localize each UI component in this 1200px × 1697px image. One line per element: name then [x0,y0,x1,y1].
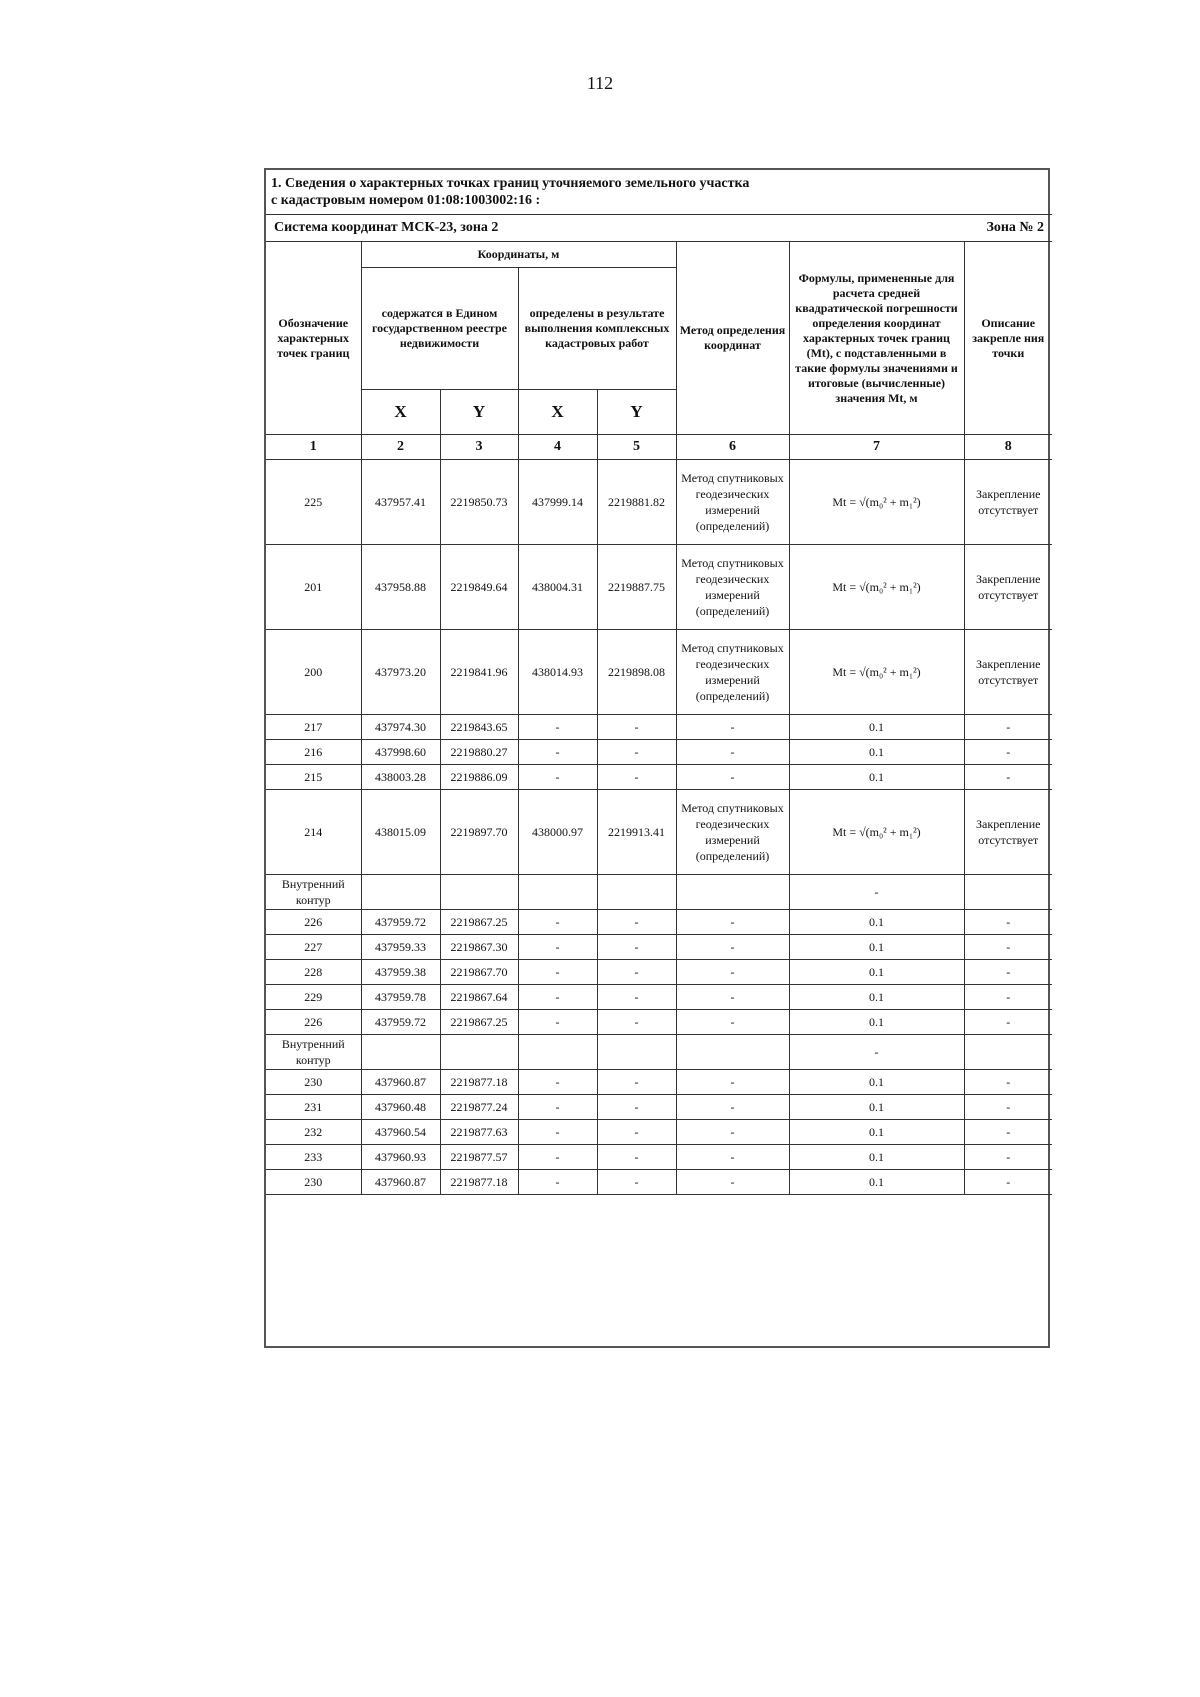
x-egrn-cell: 438015.09 [361,790,440,875]
col-number: 7 [789,435,964,460]
method-cell [676,875,789,910]
y-complex-cell: - [597,910,676,935]
point-id-cell: 200 [266,630,361,715]
col-number: 8 [964,435,1052,460]
y-egrn-cell [440,875,518,910]
y-complex-cell: - [597,1120,676,1145]
header-y-egrn: Y [440,390,518,435]
table-row [266,1170,1052,1195]
description-cell [964,1035,1052,1070]
formula-cell: Mt = √(m₀² + m₁²) [789,630,964,715]
header-description: Описание закрепле ния точки [964,242,1052,435]
x-complex-cell: - [518,1120,597,1145]
description-cell: - [964,935,1052,960]
x-complex-cell [518,1035,597,1070]
formula-cell: Mt = √(m₀² + m₁²) [789,460,964,545]
description-cell: - [964,1145,1052,1170]
point-id-cell: 228 [266,960,361,985]
point-id-cell: 232 [266,1120,361,1145]
y-complex-cell: 2219913.41 [597,790,676,875]
col-number: 4 [518,435,597,460]
x-egrn-cell: 437960.93 [361,1145,440,1170]
description-cell: - [964,740,1052,765]
method-cell [676,1035,789,1070]
table-row [266,460,1052,545]
header-coordinates: Координаты, м [361,242,676,268]
y-egrn-cell: 2219867.25 [440,1010,518,1035]
method-cell: - [676,935,789,960]
formula-cell: 0.1 [789,1170,964,1195]
table-row [266,1120,1052,1145]
x-complex-cell: - [518,715,597,740]
page-number: 112 [586,73,614,93]
point-id-cell: 215 [266,765,361,790]
y-egrn-cell: 2219850.73 [440,460,518,545]
y-complex-cell: 2219898.08 [597,630,676,715]
x-complex-cell: - [518,1070,597,1095]
method-cell: Метод спутниковых геодезических измерений (определений) [676,630,789,715]
y-egrn-cell: 2219880.27 [440,740,518,765]
point-id-cell: 230 [266,1070,361,1095]
formula-cell: 0.1 [789,1010,964,1035]
table-row [266,740,1052,765]
formula-cell: 0.1 [789,960,964,985]
table-row [266,1095,1052,1120]
y-complex-cell: - [597,935,676,960]
description-cell: - [964,715,1052,740]
x-egrn-cell: 437973.20 [361,630,440,715]
header-egrn: содержатся в Едином государственном реестре недвижимости [361,268,518,390]
description-cell: - [964,1170,1052,1195]
y-complex-cell: - [597,960,676,985]
table-row [266,935,1052,960]
col-number: 1 [266,435,361,460]
table-row [266,630,1052,715]
y-egrn-cell: 2219877.24 [440,1095,518,1120]
point-id-cell: 227 [266,935,361,960]
col-number: 5 [597,435,676,460]
description-cell: - [964,1010,1052,1035]
x-complex-cell: 438000.97 [518,790,597,875]
table-row [266,910,1052,935]
y-complex-cell: - [597,765,676,790]
y-egrn-cell: 2219849.64 [440,545,518,630]
formula-cell: 0.1 [789,1145,964,1170]
col-number: 6 [676,435,789,460]
x-complex-cell: - [518,910,597,935]
x-egrn-cell [361,1035,440,1070]
table-title [266,170,1052,215]
method-cell: - [676,715,789,740]
x-complex-cell: - [518,1010,597,1035]
method-cell: - [676,1170,789,1195]
x-egrn-cell: 437960.48 [361,1095,440,1120]
x-egrn-cell: 437957.41 [361,460,440,545]
method-cell: - [676,960,789,985]
formula-cell: Mt = √(m₀² + m₁²) [789,790,964,875]
y-complex-cell: - [597,715,676,740]
x-egrn-cell: 437960.87 [361,1170,440,1195]
y-complex-cell [597,1035,676,1070]
table-row [266,790,1052,875]
header-complex: определены в результате выполнения комплексных кадастровых работ [518,268,676,390]
description-cell: - [964,910,1052,935]
method-cell: - [676,1095,789,1120]
formula-cell: 0.1 [789,1070,964,1095]
description-cell: Закрепление отсутствует [964,545,1052,630]
header-method: Метод определения координат [676,242,789,435]
header-formula: Формулы, примененные для расчета средней квадратической погрешности определения координат характерных точек границ (Mt), с подставленными в такие формулы значениями и итоговые (вычисленные) значения Mt, м [789,242,964,435]
x-complex-cell: 438014.93 [518,630,597,715]
method-cell: Метод спутниковых геодезических измерений (определений) [676,790,789,875]
formula-cell: 0.1 [789,740,964,765]
description-cell: - [964,765,1052,790]
col-number: 2 [361,435,440,460]
point-id-cell: 229 [266,985,361,1010]
description-cell [964,875,1052,910]
header-x-egrn: X [361,390,440,435]
x-complex-cell: - [518,1095,597,1120]
column-number-row [266,435,1052,460]
y-complex-cell: - [597,985,676,1010]
x-egrn-cell: 438003.28 [361,765,440,790]
point-id-cell: 214 [266,790,361,875]
point-id-cell: 230 [266,1170,361,1195]
formula-cell: 0.1 [789,910,964,935]
point-id-cell: 231 [266,1095,361,1120]
formula-cell: 0.1 [789,765,964,790]
description-cell: - [964,960,1052,985]
formula-cell: 0.1 [789,1095,964,1120]
method-cell: - [676,1070,789,1095]
method-cell: - [676,765,789,790]
formula-cell: - [789,1035,964,1070]
x-complex-cell [518,875,597,910]
boundary-points-table [266,170,1052,1195]
description-cell: Закрепление отсутствует [964,460,1052,545]
y-egrn-cell: 2219877.63 [440,1120,518,1145]
col-number: 3 [440,435,518,460]
point-id-cell: Внутренний контур [266,875,361,910]
table-row [266,545,1052,630]
x-complex-cell: - [518,985,597,1010]
x-egrn-cell: 437959.72 [361,910,440,935]
point-id-cell: 226 [266,910,361,935]
x-egrn-cell [361,875,440,910]
y-egrn-cell: 2219867.25 [440,910,518,935]
table-row [266,985,1052,1010]
x-egrn-cell: 437958.88 [361,545,440,630]
method-cell: - [676,1120,789,1145]
method-cell: - [676,985,789,1010]
x-egrn-cell: 437974.30 [361,715,440,740]
x-egrn-cell: 437960.54 [361,1120,440,1145]
x-egrn-cell: 437959.72 [361,1010,440,1035]
x-complex-cell: - [518,1145,597,1170]
formula-cell: - [789,875,964,910]
y-complex-cell: - [597,740,676,765]
y-complex-cell: - [597,1010,676,1035]
y-complex-cell: - [597,1070,676,1095]
x-complex-cell: 438004.31 [518,545,597,630]
description-cell: - [964,1095,1052,1120]
x-complex-cell: - [518,935,597,960]
coord-system-row [266,215,1052,242]
point-id-cell: 226 [266,1010,361,1035]
description-cell: Закрепление отсутствует [964,630,1052,715]
y-complex-cell: - [597,1170,676,1195]
y-egrn-cell: 2219886.09 [440,765,518,790]
table-row [266,1070,1052,1095]
y-complex-cell: - [597,1095,676,1120]
method-cell: - [676,1145,789,1170]
x-complex-cell: - [518,765,597,790]
x-complex-cell: - [518,960,597,985]
table-row [266,960,1052,985]
y-egrn-cell: 2219843.65 [440,715,518,740]
x-egrn-cell: 437959.33 [361,935,440,960]
point-id-cell: Внутренний контур [266,1035,361,1070]
zone-label: Зона № 2 [986,220,1044,235]
description-cell: - [964,1120,1052,1145]
y-complex-cell: - [597,1145,676,1170]
x-egrn-cell: 437960.87 [361,1070,440,1095]
y-egrn-cell: 2219897.70 [440,790,518,875]
table-row [266,715,1052,740]
header-designation: Обозначение характерных точек границ [266,242,361,435]
title-line-2: с кадастровым номером 01:08:1003002:16 : [271,193,541,208]
x-egrn-cell: 437959.38 [361,960,440,985]
y-egrn-cell: 2219877.18 [440,1170,518,1195]
formula-cell: 0.1 [789,985,964,1010]
formula-cell: Mt = √(m₀² + m₁²) [789,545,964,630]
method-cell: - [676,910,789,935]
y-complex-cell: 2219881.82 [597,460,676,545]
y-egrn-cell [440,1035,518,1070]
header-y-complex: Y [597,390,676,435]
description-cell: - [964,985,1052,1010]
method-cell: - [676,1010,789,1035]
point-id-cell: 216 [266,740,361,765]
table-row [266,765,1052,790]
point-id-cell: 225 [266,460,361,545]
y-egrn-cell: 2219877.18 [440,1070,518,1095]
formula-cell: 0.1 [789,715,964,740]
y-egrn-cell: 2219867.70 [440,960,518,985]
description-cell: Закрепление отсутствует [964,790,1052,875]
table-row [266,1145,1052,1170]
x-egrn-cell: 437959.78 [361,985,440,1010]
title-line-1: 1. Сведения о характерных точках границ уточняемого земельного участка [271,176,750,191]
coord-system: Система координат МСК-23, зона 2 [274,220,499,235]
y-complex-cell: 2219887.75 [597,545,676,630]
x-complex-cell: - [518,740,597,765]
x-egrn-cell: 437998.60 [361,740,440,765]
contour-row [266,875,1052,910]
contour-row [266,1035,1052,1070]
y-egrn-cell: 2219877.57 [440,1145,518,1170]
header-x-complex: X [518,390,597,435]
method-cell: Метод спутниковых геодезических измерений (определений) [676,545,789,630]
x-complex-cell: - [518,1170,597,1195]
document-frame [264,168,1050,1348]
method-cell: Метод спутниковых геодезических измерений (определений) [676,460,789,545]
table-row [266,1010,1052,1035]
y-complex-cell [597,875,676,910]
point-id-cell: 217 [266,715,361,740]
y-egrn-cell: 2219841.96 [440,630,518,715]
point-id-cell: 201 [266,545,361,630]
y-egrn-cell: 2219867.30 [440,935,518,960]
formula-cell: 0.1 [789,935,964,960]
x-complex-cell: 437999.14 [518,460,597,545]
y-egrn-cell: 2219867.64 [440,985,518,1010]
point-id-cell: 233 [266,1145,361,1170]
method-cell: - [676,740,789,765]
description-cell: - [964,1070,1052,1095]
formula-cell: 0.1 [789,1120,964,1145]
